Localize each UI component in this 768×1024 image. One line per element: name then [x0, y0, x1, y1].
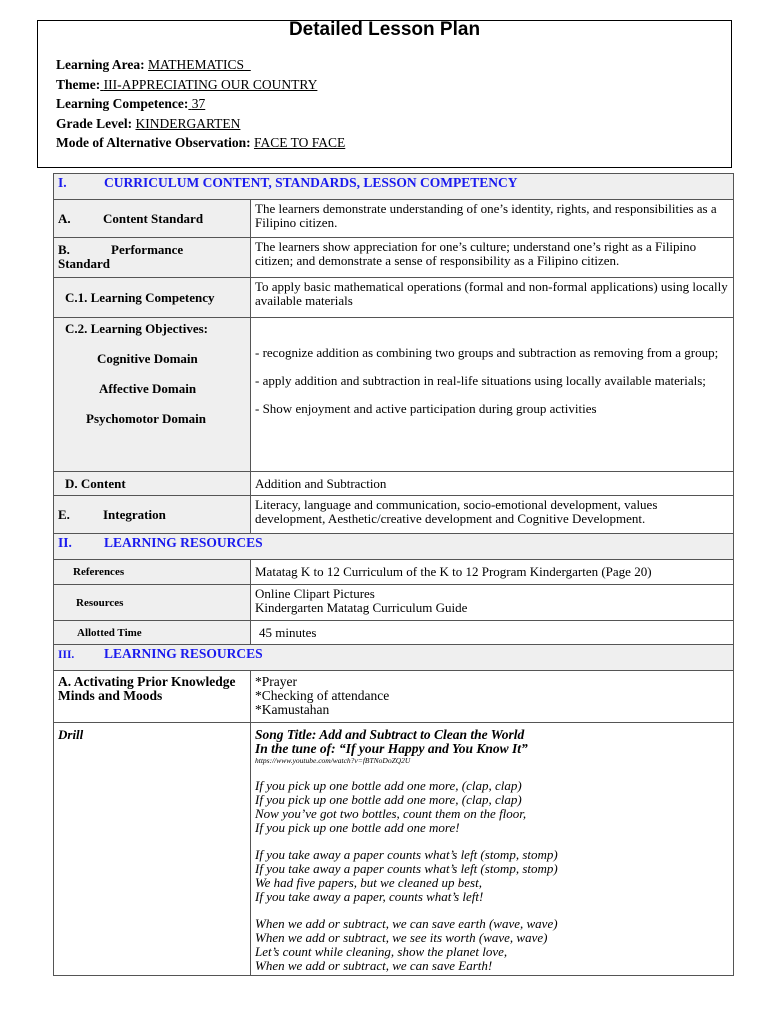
references-label: References [54, 560, 251, 585]
learning-objectives-label [54, 318, 251, 472]
song-line: Now you’ve got two bottles, count them on the floor, [255, 806, 527, 821]
competence-value: 37 [191, 96, 206, 112]
section-2-row [54, 534, 734, 560]
song-line: When we add or subtract, we see its worth (wave, wave) [255, 930, 548, 945]
mode-row [56, 133, 345, 153]
content-label: D. Content [54, 472, 251, 496]
learning-area-row [56, 55, 345, 75]
integration-label: E. Integration [54, 496, 251, 534]
document-title: Detailed Lesson Plan [288, 19, 481, 40]
song-title: Song Title: Add and Subtract to Clean the World [255, 727, 525, 742]
integration-row [54, 496, 734, 534]
grade-row [56, 114, 345, 134]
lesson-info [56, 55, 345, 153]
affective-objective: - apply addition and subtraction in real-life situations using locally available materials; [255, 373, 706, 388]
activating-item: *Prayer [255, 674, 297, 689]
competence-label: Learning Competence: [56, 96, 189, 112]
resource-item: Kindergarten Matatag Curriculum Guide [255, 600, 468, 615]
affective-domain-label: Affective Domain [99, 381, 197, 396]
grade-label: Grade Level: [56, 115, 133, 131]
learning-competency-label: C.1. Learning Competency [54, 278, 251, 318]
song-line: If you pick up one bottle add one more, (clap, clap) [255, 792, 522, 807]
cognitive-domain-label: Cognitive Domain [97, 351, 198, 366]
drill-label: Drill [54, 723, 251, 976]
content-standard-text: The learners demonstrate understanding of one’s identity, rights, and responsibilities as a Filipino citizen. [251, 200, 734, 238]
song-line: When we add or subtract, we can save Earth! [255, 958, 493, 973]
activating-label: A. Activating Prior Knowledge Minds and Moods [54, 671, 251, 723]
content-row [54, 472, 734, 496]
activating-row [54, 671, 734, 723]
song-line: If you pick up one bottle add one more! [255, 820, 460, 835]
section-2-header: II. LEARNING RESOURCES [54, 534, 734, 560]
competence-row [56, 94, 345, 114]
section-3-row [54, 645, 734, 671]
song-tune: In the tune of: “If your Happy and You Know It” [255, 741, 528, 756]
song-line: We had five papers, but we cleaned up best, [255, 875, 482, 890]
performance-standard-row [54, 238, 734, 278]
learning-objectives-text [251, 318, 734, 472]
resources-label: Resources [54, 585, 251, 621]
drill-song [251, 723, 734, 976]
song-line: If you take away a paper counts what’s left (stomp, stomp) [255, 847, 558, 862]
song-line: Let’s count while cleaning, show the planet love, [255, 944, 508, 959]
learning-area-label: Learning Area: [56, 57, 145, 72]
learning-competency-text: To apply basic mathematical operations (formal and non-formal applications) using locally available materials [251, 278, 734, 318]
cognitive-objective: - recognize addition as combining two groups and subtraction as removing from a group; [255, 345, 719, 360]
resources-text [251, 585, 734, 621]
section-3-header: III. LEARNING RESOURCES [54, 645, 734, 671]
references-row [54, 560, 734, 585]
drill-row [54, 723, 734, 976]
song-line: If you pick up one bottle add one more, (clap, clap) [255, 778, 522, 793]
learning-area-value: MATHEMATICS [148, 57, 245, 72]
theme-row [56, 75, 345, 95]
song-stanza-2 [255, 848, 729, 904]
activating-items [251, 671, 734, 723]
resources-row [54, 585, 734, 621]
song-stanza-1 [255, 779, 729, 835]
theme-value: III-APPRECIATING OUR COUNTRY [103, 76, 318, 92]
allotted-time-row [54, 621, 734, 645]
integration-text: Literacy, language and communication, socio-emotional development, values development, Aesthetic/creative development and Cognitive Development. [251, 496, 734, 534]
song-line: If you take away a paper, counts what’s left! [255, 889, 484, 904]
competency-row [54, 278, 734, 318]
mode-value: FACE TO FACE [253, 135, 346, 151]
allotted-time-label: Allotted Time [54, 621, 251, 645]
theme-label: Theme: [56, 76, 101, 92]
song-line: When we add or subtract, we can save earth (wave, wave) [255, 916, 558, 931]
allotted-time-text: 45 minutes [251, 621, 734, 645]
performance-standard-label: B. Performance Standard [54, 238, 251, 278]
objectives-title: C.2. Learning Objectives: [65, 321, 208, 336]
grade-value: KINDERGARTEN [135, 115, 241, 131]
lesson-plan-table [53, 173, 734, 976]
content-standard-label: A. Content Standard [54, 200, 251, 238]
song-line: If you take away a paper counts what’s left (stomp, stomp) [255, 861, 558, 876]
content-standard-row [54, 200, 734, 238]
psychomotor-objective: - Show enjoyment and active participation during group activities [255, 401, 597, 416]
section-1-row [54, 174, 734, 200]
content-text: Addition and Subtraction [251, 472, 734, 496]
references-text: Matatag K to 12 Curriculum of the K to 12 Program Kindergarten (Page 20) [251, 560, 734, 585]
psychomotor-domain-label: Psychomotor Domain [86, 411, 207, 426]
objectives-row [54, 318, 734, 472]
header-box [37, 20, 732, 168]
section-1-header: I. CURRICULUM CONTENT, STANDARDS, LESSON COMPETENCY [54, 174, 734, 200]
song-url: https://www.youtube.com/watch?v=fBTNoDoZQ2U [255, 756, 411, 765]
activating-item: *Checking of attendance [255, 688, 390, 703]
mode-label: Mode of Alternative Observation: [56, 135, 251, 151]
performance-standard-text: The learners show appreciation for one’s culture; understand one’s right as a Filipino citizen; and demonstrate a sense of responsibility as a Filipino citizen. [251, 238, 734, 278]
activating-item: *Kamustahan [255, 702, 330, 717]
song-stanza-3 [255, 917, 729, 973]
resource-item: Online Clipart Pictures [255, 586, 375, 601]
